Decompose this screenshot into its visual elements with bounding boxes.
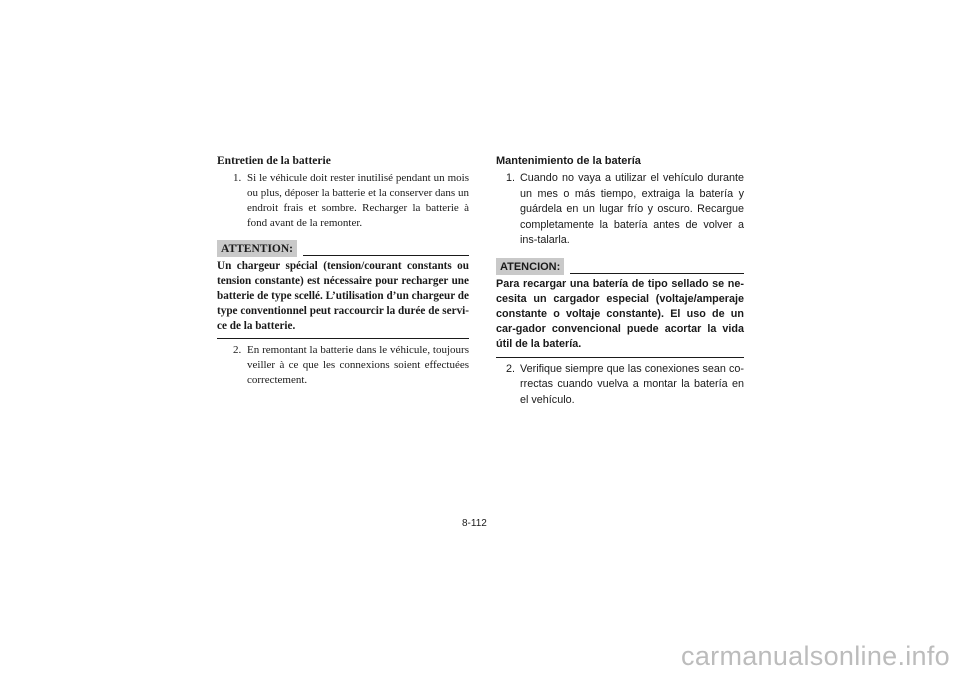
step-text: En remontant la batterie dans le véhicule, toujours veiller à ce que les connexions soient effectuées correctement. <box>247 344 469 386</box>
french-caution-header <box>217 239 469 257</box>
caution-label: ATTENTION: <box>217 240 297 257</box>
spanish-caution-text: Para recargar una batería de tipo sellado se ne-cesita un cargador especial (voltaje/amperaje constante o voltaje constante). El uso de un car-gador convencional puede acortar la vida útil de la batería. <box>496 277 744 358</box>
caution-rule <box>570 273 744 274</box>
caution-label: ATENCION: <box>496 258 564 275</box>
french-column <box>217 154 469 388</box>
watermark: carmanualsonline.info <box>681 641 950 671</box>
french-step-2 <box>217 343 469 388</box>
step-number: 1. <box>506 172 516 184</box>
step-number: 1. <box>233 172 242 184</box>
page-number: 8-112 <box>462 518 487 529</box>
french-step-1 <box>217 171 469 231</box>
spanish-caution-header <box>496 257 744 275</box>
step-text: Cuando no vaya a utilizar el vehículo durante un mes o más tiempo, extraiga la batería y guárdela en un lugar frío y oscuro. Recargue completamente la batería antes de volver a ins-talarla. <box>520 172 744 246</box>
spanish-step-1 <box>496 171 744 249</box>
french-heading: Entretien de la batterie <box>217 155 331 167</box>
step-text: Si le véhicule doit rester inutilisé pendant un mois ou plus, déposer la batterie et la conserver dans un endroit frais et sombre. Recharger la batterie à fond avant de la remonter. <box>247 172 469 229</box>
spanish-heading: Mantenimiento de la batería <box>496 155 641 167</box>
step-number: 2. <box>233 344 242 356</box>
step-text: Verifique siempre que las conexiones sean co-rrectas cuando vuelva a montar la batería en el vehículo. <box>520 362 744 406</box>
step-number: 2. <box>506 362 516 375</box>
spanish-step-2 <box>496 362 744 409</box>
spanish-column <box>496 154 744 408</box>
caution-rule <box>303 255 469 256</box>
french-caution-text: Un chargeur spécial (tension/courant constants ou tension constante) est nécessaire pour recharger une batterie de type scellé. L’utilisation d’un chargeur de type conventionnel peut raccourcir la durée de servi-ce de la batterie. <box>217 259 469 339</box>
